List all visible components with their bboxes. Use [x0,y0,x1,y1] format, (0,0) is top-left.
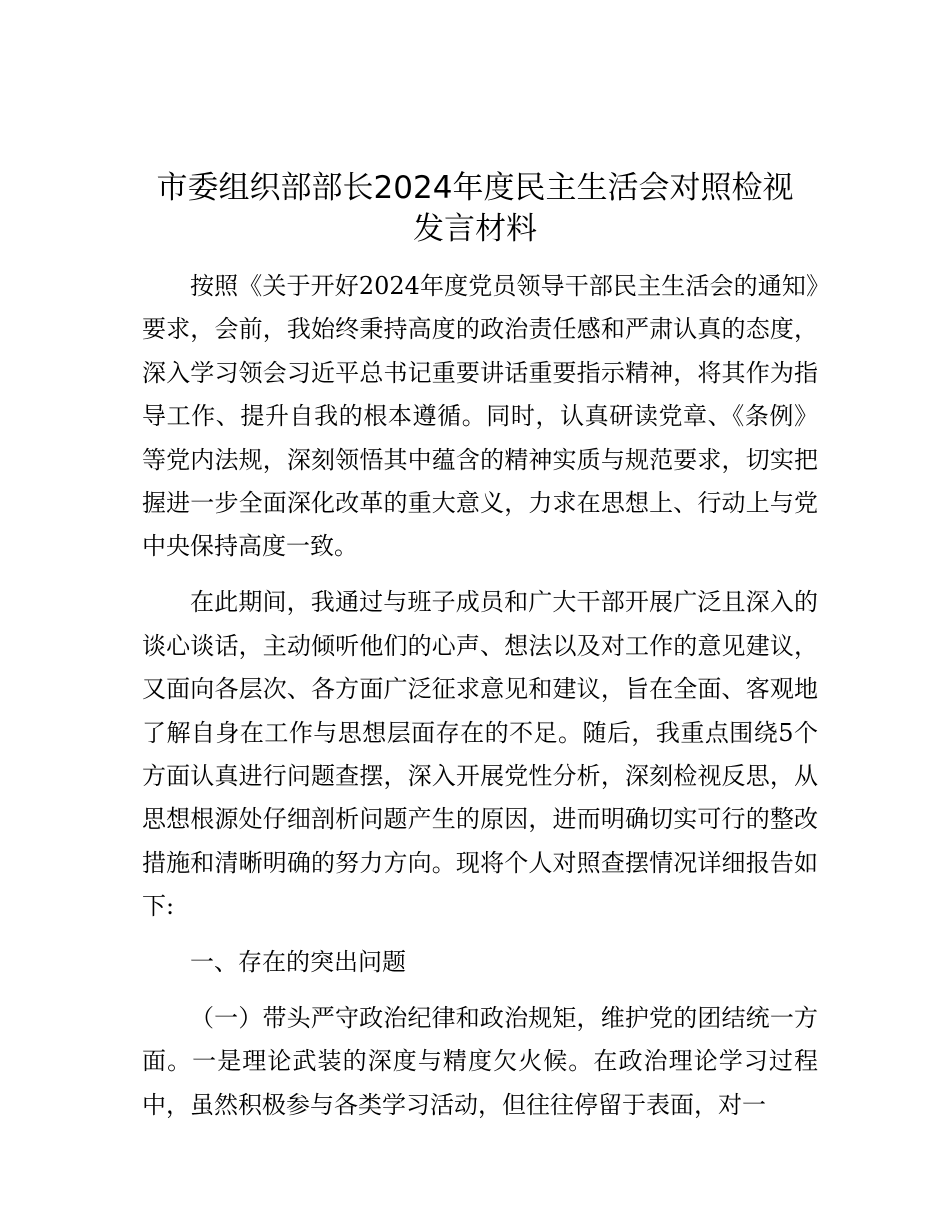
paragraph-intro: 按照《关于开好2024年度党员领导干部民主生活会的通知》要求，会前，我始终秉持高度的政治责任感和严肃认真的态度，深入学习领会习近平总书记重要讲话重要指示精神，将其作为指导工作、提升自我的根本遵循。同时，认真研读党章、《条例》等党内法规，深刻领悟其中蕴含的精神实质与规范要求，切实把握进一步全面深化改革的重大意义，力求在思想上、行动上与党中央保持高度一致。 [142,272,818,561]
title-line-1: 市委组织部部长2024年度民主生活会对照检视 [156,170,794,206]
document-title [120,168,830,250]
document-body [142,265,818,1127]
paragraph-section-one: （一）带头严守政治纪律和政治规矩，维护党的团结统一方面。一是理论武装的深度与精度欠火候。在政治理论学习过程中，虽然积极参与各类学习活动，但往往停留于表面，对一 [142,1003,818,1119]
section-heading: 一、存在的突出问题 [190,948,406,977]
title-line-2: 发言材料 [413,211,537,247]
paragraph-process: 在此期间，我通过与班子成员和广大干部开展广泛且深入的谈心谈话，主动倾听他们的心声、想法以及对工作的意见建议，又面向各层次、各方面广泛征求意见和建议，旨在全面、客观地了解自身在工作与思想层面存在的不足。随后，我重点围绕5个方面认真进行问题查摆，深入开展党性分析，深刻检视反思，从思想根源处仔细剖析问题产生的原因，进而明确切实可行的整改措施和清晰明确的努力方向。现将个人对照查摆情况详细报告如下: [142,588,818,921]
